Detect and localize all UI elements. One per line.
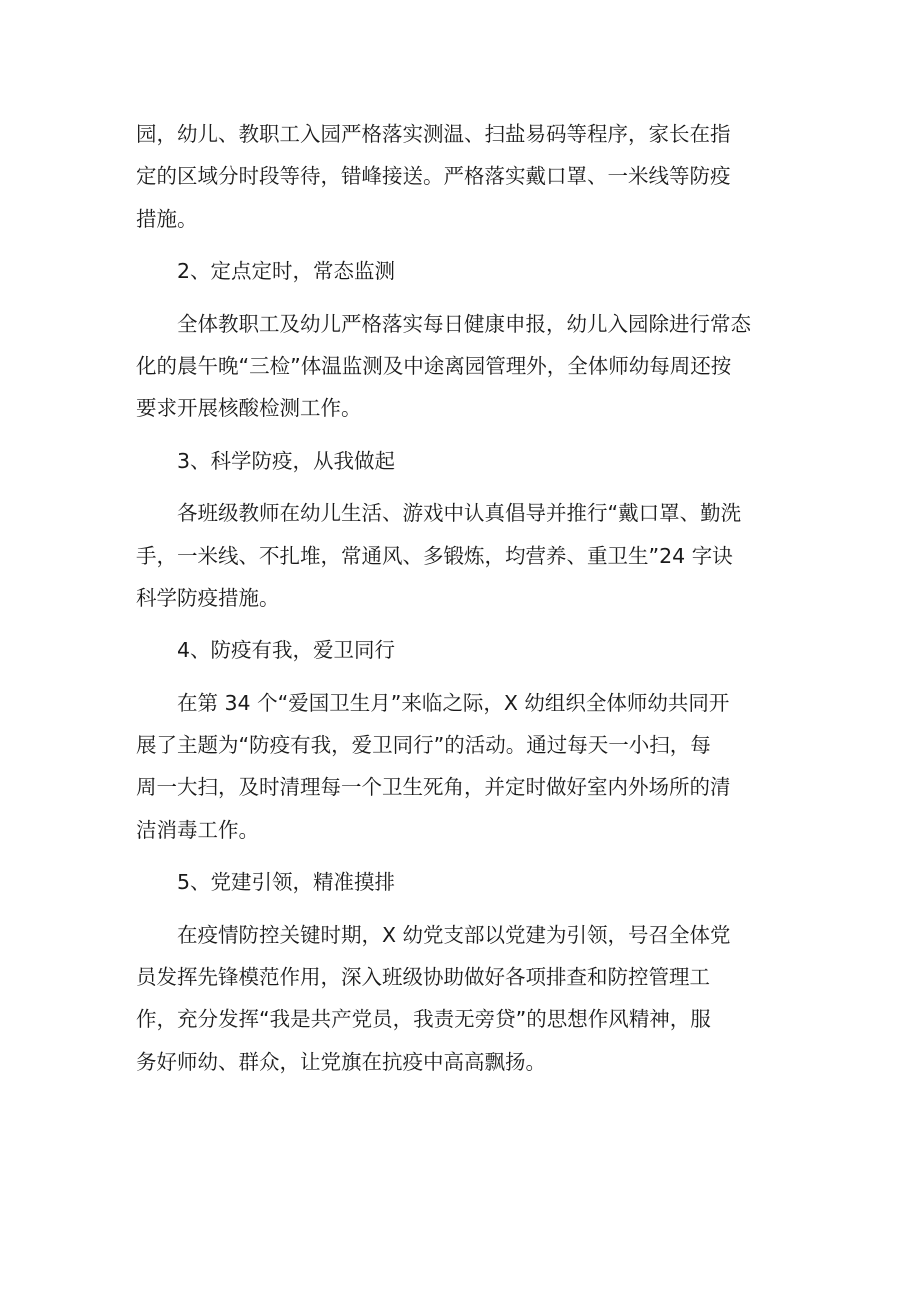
text-line: 作，充分发挥“我是共产党员，我责无旁贷”的思想作风精神，服 [136,1007,711,1032]
paragraph-3 [136,492,796,619]
paragraph-4 [136,682,796,852]
text-line: 科学防疫措施。 [136,585,280,610]
paragraph-5 [136,914,796,1084]
text-line: 各班级教师在幼儿生活、游戏中认真倡导并推行“戴口罩、勤洗 [177,501,742,526]
text-line: 周一大扫，及时清理每一个卫生死角，并定时做好室内外场所的清 [136,775,731,800]
document-body [136,113,796,1083]
section-heading-2: 2、定点定时，常态监测 [177,259,396,284]
paragraph-intro [136,113,796,240]
text-line: 定的区域分时段等待，错峰接送。严格落实戴口罩、一米线等防疫 [136,164,731,189]
paragraph-2 [136,303,796,430]
section-heading-3: 3、科学防疫，从我做起 [177,448,396,473]
text-line: 展了主题为“防疫有我，爱卫同行”的活动。通过每天一小扫，每 [136,733,711,758]
text-line: 务好师幼、群众，让党旗在抗疫中高高飘扬。 [136,1049,546,1074]
text-line: 手，一米线、不扎堆，常通风、多锻炼，均营养、重卫生”24 字诀 [136,543,733,568]
section-heading-5: 5、党建引领，精准摸排 [177,870,396,895]
text-line: 化的晨午晚“三检”体温监测及中途离园管理外，全体师幼每周还按 [136,353,732,378]
section-heading-4: 4、防疫有我，爱卫同行 [177,638,396,663]
text-line: 洁消毒工作。 [136,817,259,842]
text-line: 要求开展核酸检测工作。 [136,396,362,421]
text-line: 员发挥先锋模范作用，深入班级协助做好各项排查和防控管理工 [136,965,710,990]
text-line: 在第 34 个“爱国卫生月”来临之际，X 幼组织全体师幼共同开 [177,690,730,715]
text-line: 园，幼儿、教职工入园严格落实测温、扫盐易码等程序，家长在指 [136,122,731,146]
text-line: 全体教职工及幼儿严格落实每日健康申报，幼儿入园除进行常态 [177,311,751,336]
text-line: 措施。 [136,206,198,231]
text-line: 在疫情防控关键时期，X 幼党支部以党建为引领，号召全体党 [177,922,731,947]
